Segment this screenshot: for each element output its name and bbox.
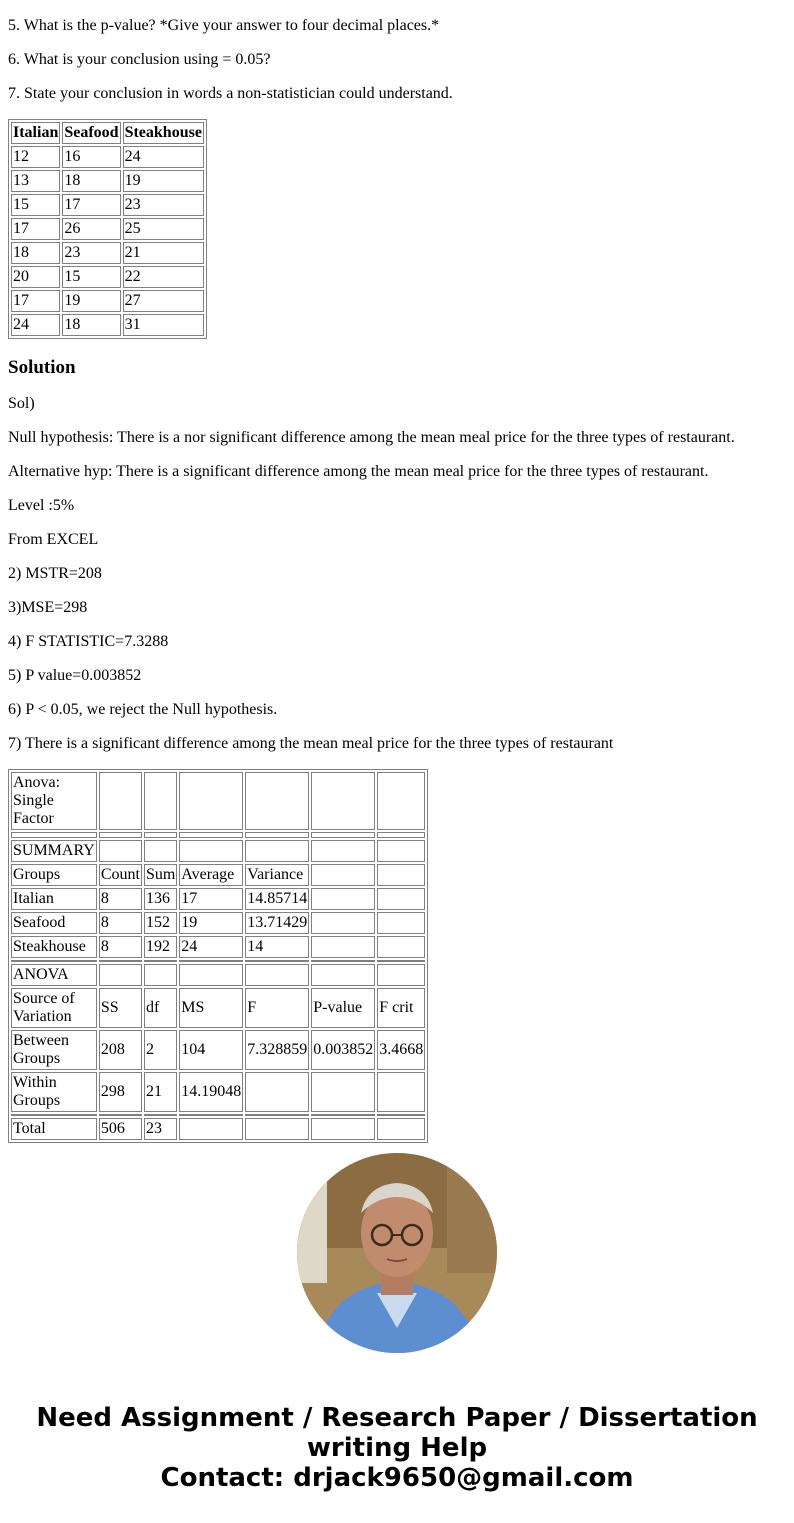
table-cell xyxy=(99,964,142,986)
table-cell: 0.003852 xyxy=(311,1030,375,1070)
table-cell xyxy=(377,888,425,910)
table-cell: 16 xyxy=(62,146,120,168)
answer-plain-conclusion: 7) There is a significant difference among the mean meal price for the three types of restaurant xyxy=(8,735,614,752)
table-cell: 192 xyxy=(144,936,177,958)
table-cell: 24 xyxy=(179,936,243,958)
table-cell xyxy=(377,864,425,886)
table-cell: 18 xyxy=(62,170,120,192)
table-cell: 24 xyxy=(123,146,204,168)
table-cell xyxy=(245,840,309,862)
table-cell: 24 xyxy=(11,314,60,336)
table-cell: 8 xyxy=(99,936,142,958)
table-row xyxy=(11,964,425,986)
table-cell xyxy=(377,840,425,862)
table-row xyxy=(11,194,204,216)
table-cell: Total xyxy=(11,1118,97,1140)
significance-level: Level :5% xyxy=(8,497,75,514)
table-cell: P-value xyxy=(311,988,375,1028)
table-cell: 23 xyxy=(144,1118,177,1140)
table-cell: Average xyxy=(179,864,243,886)
table-cell: 17 xyxy=(179,888,243,910)
anova-label: ANOVA xyxy=(11,964,97,986)
solution-body xyxy=(8,395,788,753)
table-cell: 3.4668 xyxy=(377,1030,425,1070)
question-6: 6. What is your conclusion using = 0.05? xyxy=(8,51,271,68)
header-seafood: Seafood xyxy=(62,122,120,144)
table-cell: 152 xyxy=(144,912,177,934)
table-cell xyxy=(377,912,425,934)
table-cell xyxy=(377,772,425,830)
table-cell: 19 xyxy=(179,912,243,934)
table-cell: 27 xyxy=(123,290,204,312)
table-cell xyxy=(311,1072,375,1112)
solution-heading: Solution xyxy=(8,357,76,378)
table-cell: 13 xyxy=(11,170,60,192)
author-avatar xyxy=(297,1153,497,1353)
table-row xyxy=(11,936,425,958)
question-5: 5. What is the p-value? *Give your answer to four decimal places.* xyxy=(8,17,440,34)
table-cell xyxy=(144,772,177,830)
table-cell xyxy=(179,772,243,830)
table-cell: 12 xyxy=(11,146,60,168)
table-cell: 14 xyxy=(245,936,309,958)
table-cell xyxy=(144,840,177,862)
table-cell: 8 xyxy=(99,912,142,934)
table-cell: Source of Variation xyxy=(11,988,97,1028)
table-cell: 17 xyxy=(11,218,60,240)
question-7: 7. State your conclusion in words a non-statistician could understand. xyxy=(8,85,453,102)
solution-line: Sol) xyxy=(8,395,35,412)
table-cell: 15 xyxy=(11,194,60,216)
table-cell: Count xyxy=(99,864,142,886)
table-cell: 17 xyxy=(62,194,120,216)
answer-mse: 3)MSE=298 xyxy=(8,599,88,616)
footer-help-text: Need Assignment / Research Paper / Dissertation writing Help xyxy=(36,1403,758,1463)
table-cell: 136 xyxy=(144,888,177,910)
table-cell xyxy=(179,840,243,862)
null-hypothesis: Null hypothesis: There is a nor significant difference among the mean meal price for the three types of restaurant. xyxy=(8,429,735,446)
table-cell: F crit xyxy=(377,988,425,1028)
table-row xyxy=(11,840,425,862)
alternative-hypothesis: Alternative hyp: There is a significant difference among the mean meal price for the three types of restaurant. xyxy=(8,463,709,480)
table-row xyxy=(11,1072,425,1112)
anova-title: Anova: Single Factor xyxy=(11,772,97,830)
table-cell: SS xyxy=(99,988,142,1028)
table-cell: 22 xyxy=(123,266,204,288)
table-row xyxy=(11,242,204,264)
answer-mstr: 2) MSTR=208 xyxy=(8,565,102,582)
table-cell: 17 xyxy=(11,290,60,312)
footer-contact: Contact: drjack9650@gmail.com xyxy=(160,1463,634,1493)
table-cell xyxy=(245,1072,309,1112)
table-cell: 19 xyxy=(123,170,204,192)
table-cell: 21 xyxy=(144,1072,177,1112)
table-cell: 208 xyxy=(99,1030,142,1070)
table-cell: 104 xyxy=(179,1030,243,1070)
header-steakhouse: Steakhouse xyxy=(123,122,204,144)
table-cell: 15 xyxy=(62,266,120,288)
table-cell xyxy=(99,840,142,862)
question-list xyxy=(8,0,788,103)
table-cell xyxy=(311,864,375,886)
table-cell: MS xyxy=(179,988,243,1028)
table-cell xyxy=(377,1072,425,1112)
table-row xyxy=(11,888,425,910)
table-cell: Groups xyxy=(11,864,97,886)
meal-price-table xyxy=(8,119,207,339)
table-cell: 21 xyxy=(123,242,204,264)
table-row xyxy=(11,1030,425,1070)
table-cell xyxy=(377,1118,425,1140)
table-cell: 31 xyxy=(123,314,204,336)
header-italian: Italian xyxy=(11,122,60,144)
table-row xyxy=(11,170,204,192)
table-cell: Between Groups xyxy=(11,1030,97,1070)
table-cell: 14.85714 xyxy=(245,888,309,910)
table-cell: 19 xyxy=(62,290,120,312)
table-cell: Italian xyxy=(11,888,97,910)
table-cell xyxy=(179,964,243,986)
document-content xyxy=(8,0,788,1161)
footer-banner xyxy=(0,1403,794,1493)
table-row xyxy=(11,314,204,336)
table-cell xyxy=(245,964,309,986)
table-cell: 18 xyxy=(62,314,120,336)
table-cell: 26 xyxy=(62,218,120,240)
table-cell: 8 xyxy=(99,888,142,910)
table-cell: Within Groups xyxy=(11,1072,97,1112)
table-cell: F xyxy=(245,988,309,1028)
table-cell: df xyxy=(144,988,177,1028)
author-photo xyxy=(297,1153,497,1353)
table-cell: 2 xyxy=(144,1030,177,1070)
answer-conclusion: 6) P < 0.05, we reject the Null hypothesis. xyxy=(8,701,278,718)
table-cell: Steakhouse xyxy=(11,936,97,958)
table-cell: 23 xyxy=(62,242,120,264)
table-cell xyxy=(311,840,375,862)
table-cell: 298 xyxy=(99,1072,142,1112)
anova-output-table xyxy=(8,769,428,1143)
answer-p-value: 5) P value=0.003852 xyxy=(8,667,142,684)
table-cell: 14.19048 xyxy=(179,1072,243,1112)
table-cell: 23 xyxy=(123,194,204,216)
table-header-row xyxy=(11,122,204,144)
spacer-row xyxy=(11,832,425,838)
table-cell xyxy=(311,772,375,830)
table-cell xyxy=(311,936,375,958)
table-row xyxy=(11,266,204,288)
table-cell xyxy=(245,1118,309,1140)
table-cell: 18 xyxy=(11,242,60,264)
table-cell xyxy=(377,964,425,986)
summary-label: SUMMARY xyxy=(11,840,97,862)
solution-line: From EXCEL xyxy=(8,531,99,548)
table-row xyxy=(11,146,204,168)
table-cell xyxy=(179,1118,243,1140)
table-cell xyxy=(311,964,375,986)
table-cell xyxy=(311,1118,375,1140)
table-cell: 7.328859 xyxy=(245,1030,309,1070)
table-cell: 25 xyxy=(123,218,204,240)
table-cell: Seafood xyxy=(11,912,97,934)
question-4 xyxy=(8,0,788,1)
spacer-row xyxy=(11,960,425,962)
table-cell: 13.71429 xyxy=(245,912,309,934)
summary-header-row xyxy=(11,864,425,886)
anova-header-row xyxy=(11,988,425,1028)
table-row xyxy=(11,912,425,934)
spacer-row xyxy=(11,1114,425,1116)
table-cell xyxy=(245,772,309,830)
table-cell: 20 xyxy=(11,266,60,288)
table-cell: 506 xyxy=(99,1118,142,1140)
total-row xyxy=(11,1118,425,1140)
table-cell xyxy=(144,964,177,986)
table-row xyxy=(11,290,204,312)
table-row xyxy=(11,218,204,240)
answer-f-statistic: 4) F STATISTIC=7.3288 xyxy=(8,633,169,650)
table-cell: Variance xyxy=(245,864,309,886)
table-cell: Sum xyxy=(144,864,177,886)
table-cell xyxy=(311,888,375,910)
table-cell xyxy=(99,772,142,830)
table-cell xyxy=(311,912,375,934)
table-cell xyxy=(377,936,425,958)
table-row xyxy=(11,772,425,830)
